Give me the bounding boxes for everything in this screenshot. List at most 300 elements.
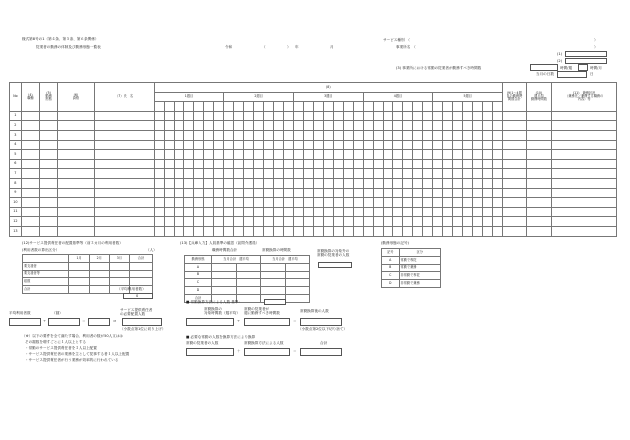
- table-cell[interactable]: [393, 111, 403, 121]
- table-cell[interactable]: [503, 198, 527, 208]
- table-cell[interactable]: [403, 226, 413, 236]
- table-cell[interactable]: [403, 178, 413, 188]
- table-cell[interactable]: [214, 178, 224, 188]
- table-cell[interactable]: [383, 169, 393, 179]
- table-cell[interactable]: [443, 130, 453, 140]
- table-cell[interactable]: [261, 279, 285, 287]
- table-cell[interactable]: [164, 188, 174, 198]
- table-cell[interactable]: [58, 130, 94, 140]
- table-cell[interactable]: [343, 140, 353, 150]
- table-cell[interactable]: [164, 140, 174, 150]
- table-cell[interactable]: [423, 130, 433, 140]
- table-cell[interactable]: [526, 198, 552, 208]
- table-cell[interactable]: [552, 188, 617, 198]
- table-cell[interactable]: [274, 169, 284, 179]
- table-cell[interactable]: [94, 140, 154, 150]
- table-cell[interactable]: [323, 188, 333, 198]
- table-cell[interactable]: [393, 121, 403, 131]
- table-cell[interactable]: [493, 178, 503, 188]
- table-cell[interactable]: [174, 169, 184, 179]
- table-cell[interactable]: [224, 130, 234, 140]
- table-cell[interactable]: [154, 188, 164, 198]
- table-cell[interactable]: [363, 207, 373, 217]
- table-cell[interactable]: [463, 178, 473, 188]
- table-cell[interactable]: [303, 178, 313, 188]
- table-cell[interactable]: [493, 198, 503, 208]
- table-cell[interactable]: [89, 286, 109, 294]
- table-cell[interactable]: [473, 140, 483, 150]
- table-cell[interactable]: [473, 198, 483, 208]
- table-cell[interactable]: [274, 111, 284, 121]
- table-cell[interactable]: [194, 111, 204, 121]
- table-cell[interactable]: [423, 150, 433, 160]
- table-cell[interactable]: [224, 207, 234, 217]
- table-cell[interactable]: [214, 140, 224, 150]
- table-cell[interactable]: [274, 188, 284, 198]
- table-cell[interactable]: [234, 188, 244, 198]
- table-cell[interactable]: [274, 207, 284, 217]
- table-cell[interactable]: [323, 226, 333, 236]
- table-cell[interactable]: [284, 150, 294, 160]
- table-cell[interactable]: [214, 226, 224, 236]
- table-cell[interactable]: [21, 111, 39, 121]
- table-cell[interactable]: [413, 178, 423, 188]
- table-cell[interactable]: [503, 226, 527, 236]
- table-cell[interactable]: [423, 198, 433, 208]
- table-cell[interactable]: [313, 188, 323, 198]
- table-cell[interactable]: [94, 217, 154, 227]
- table-cell[interactable]: [94, 198, 154, 208]
- table-cell[interactable]: [293, 150, 303, 160]
- table-cell[interactable]: [323, 178, 333, 188]
- table-cell[interactable]: [333, 150, 343, 160]
- table-cell[interactable]: [373, 217, 383, 227]
- table-cell[interactable]: [353, 188, 363, 198]
- table-cell[interactable]: [94, 159, 154, 169]
- table-cell[interactable]: [184, 198, 194, 208]
- table-cell[interactable]: [264, 140, 274, 150]
- table-cell[interactable]: [174, 217, 184, 227]
- table-cell[interactable]: [463, 198, 473, 208]
- table-cell[interactable]: [383, 140, 393, 150]
- table-cell[interactable]: [58, 188, 94, 198]
- table-cell[interactable]: [261, 287, 285, 295]
- table-cell[interactable]: [264, 198, 274, 208]
- table-cell[interactable]: [503, 121, 527, 131]
- table-cell[interactable]: [58, 159, 94, 169]
- table-cell[interactable]: [393, 178, 403, 188]
- table-cell[interactable]: [373, 226, 383, 236]
- table-cell[interactable]: [433, 111, 443, 121]
- table-cell[interactable]: [503, 188, 527, 198]
- table-cell[interactable]: [184, 111, 194, 121]
- table-cell[interactable]: [184, 169, 194, 179]
- table-cell[interactable]: [383, 198, 393, 208]
- table-cell[interactable]: [483, 169, 493, 179]
- table-cell[interactable]: [343, 130, 353, 140]
- table-cell[interactable]: [333, 226, 343, 236]
- table-cell[interactable]: [443, 217, 453, 227]
- table-cell[interactable]: [244, 159, 254, 169]
- table-cell[interactable]: [194, 207, 204, 217]
- table-cell[interactable]: [58, 140, 94, 150]
- table-cell[interactable]: [393, 140, 403, 150]
- table-cell[interactable]: [463, 140, 473, 150]
- table-cell[interactable]: [373, 150, 383, 160]
- table-cell[interactable]: [284, 111, 294, 121]
- table-cell[interactable]: [313, 140, 323, 150]
- table-cell[interactable]: [274, 140, 284, 150]
- table-cell[interactable]: [164, 217, 174, 227]
- table-cell[interactable]: [94, 226, 154, 236]
- table-cell[interactable]: [313, 217, 323, 227]
- table-cell[interactable]: [413, 140, 423, 150]
- table-cell[interactable]: [184, 150, 194, 160]
- table-cell[interactable]: [413, 150, 423, 160]
- table-cell[interactable]: [204, 207, 214, 217]
- table-cell[interactable]: [433, 130, 443, 140]
- table-cell[interactable]: [483, 178, 493, 188]
- table-cell[interactable]: [264, 178, 274, 188]
- table-cell[interactable]: [443, 150, 453, 160]
- table-cell[interactable]: [254, 226, 264, 236]
- table-cell[interactable]: [433, 198, 443, 208]
- table-cell[interactable]: [303, 121, 313, 131]
- table-cell[interactable]: [323, 207, 333, 217]
- table-cell[interactable]: [164, 130, 174, 140]
- table-cell[interactable]: [264, 207, 274, 217]
- table-cell[interactable]: [285, 271, 310, 279]
- table-cell[interactable]: [293, 111, 303, 121]
- table-cell[interactable]: [493, 111, 503, 121]
- table-cell[interactable]: [503, 169, 527, 179]
- table-cell[interactable]: [204, 169, 214, 179]
- table-cell[interactable]: [224, 178, 234, 188]
- table-cell[interactable]: [333, 207, 343, 217]
- table-cell[interactable]: [154, 121, 164, 131]
- table-cell[interactable]: [433, 150, 443, 160]
- table-cell[interactable]: [174, 121, 184, 131]
- table-cell[interactable]: [373, 198, 383, 208]
- table-cell[interactable]: [234, 178, 244, 188]
- table-cell[interactable]: [473, 150, 483, 160]
- table-cell[interactable]: [21, 169, 39, 179]
- table-cell[interactable]: [343, 150, 353, 160]
- table-cell[interactable]: [526, 226, 552, 236]
- table-cell[interactable]: [373, 130, 383, 140]
- table-cell[interactable]: [493, 130, 503, 140]
- table-cell[interactable]: [463, 121, 473, 131]
- table-cell[interactable]: [244, 150, 254, 160]
- table-cell[interactable]: [453, 226, 463, 236]
- table-cell[interactable]: [293, 188, 303, 198]
- method-standard-field[interactable]: [264, 299, 286, 305]
- table-cell[interactable]: [303, 159, 313, 169]
- table-cell[interactable]: [373, 178, 383, 188]
- formula-box-1[interactable]: [9, 318, 41, 326]
- table-cell[interactable]: [526, 217, 552, 227]
- table-cell[interactable]: [39, 111, 57, 121]
- table-cell[interactable]: [234, 121, 244, 131]
- table-cell[interactable]: [393, 226, 403, 236]
- table-cell[interactable]: [343, 111, 353, 121]
- table-cell[interactable]: [214, 198, 224, 208]
- table-cell[interactable]: [184, 121, 194, 131]
- table-cell[interactable]: [313, 121, 323, 131]
- table-cell[interactable]: [244, 226, 254, 236]
- table-cell[interactable]: [244, 121, 254, 131]
- table-cell[interactable]: [39, 217, 57, 227]
- table-cell[interactable]: [303, 130, 313, 140]
- table-cell[interactable]: [234, 130, 244, 140]
- table-cell[interactable]: [403, 207, 413, 217]
- table-cell[interactable]: [333, 178, 343, 188]
- table-cell[interactable]: [254, 130, 264, 140]
- table-cell[interactable]: [234, 226, 244, 236]
- table-cell[interactable]: [264, 130, 274, 140]
- method-box-3[interactable]: [300, 318, 342, 326]
- table-cell[interactable]: [234, 217, 244, 227]
- table-cell[interactable]: [363, 121, 373, 131]
- table-cell[interactable]: [94, 130, 154, 140]
- table-cell[interactable]: [423, 217, 433, 227]
- table-cell[interactable]: [224, 198, 234, 208]
- table-cell[interactable]: [254, 111, 264, 121]
- table-cell[interactable]: [463, 188, 473, 198]
- table-cell[interactable]: [109, 262, 129, 270]
- table-cell[interactable]: [39, 207, 57, 217]
- table-cell[interactable]: [194, 198, 204, 208]
- table-cell[interactable]: [383, 226, 393, 236]
- table-cell[interactable]: [224, 226, 234, 236]
- table-cell[interactable]: [423, 111, 433, 121]
- table-cell[interactable]: [526, 150, 552, 160]
- table-cell[interactable]: [526, 169, 552, 179]
- table-cell[interactable]: [94, 188, 154, 198]
- table-cell[interactable]: [274, 130, 284, 140]
- table-cell[interactable]: [443, 188, 453, 198]
- table-cell[interactable]: [393, 188, 403, 198]
- table-cell[interactable]: [109, 278, 129, 286]
- table-cell[interactable]: [212, 287, 236, 295]
- table-cell[interactable]: [39, 188, 57, 198]
- table-cell[interactable]: [453, 169, 463, 179]
- table-cell[interactable]: [154, 198, 164, 208]
- table-cell[interactable]: [244, 130, 254, 140]
- table-cell[interactable]: [383, 121, 393, 131]
- table-cell[interactable]: [284, 159, 294, 169]
- table-cell[interactable]: [473, 178, 483, 188]
- table-cell[interactable]: [274, 150, 284, 160]
- table-cell[interactable]: [373, 140, 383, 150]
- table-cell[interactable]: [403, 121, 413, 131]
- table-cell[interactable]: [353, 111, 363, 121]
- sec13-col-c-field[interactable]: [318, 262, 352, 268]
- table-cell[interactable]: [483, 111, 493, 121]
- table-cell[interactable]: [423, 226, 433, 236]
- table-cell[interactable]: [214, 169, 224, 179]
- table-cell[interactable]: [483, 130, 493, 140]
- table-cell[interactable]: [39, 121, 57, 131]
- table-cell[interactable]: [503, 140, 527, 150]
- table-cell[interactable]: [333, 159, 343, 169]
- table-cell[interactable]: [254, 121, 264, 131]
- table-cell[interactable]: [503, 111, 527, 121]
- table-cell[interactable]: [214, 207, 224, 217]
- table-cell[interactable]: [323, 111, 333, 121]
- table-cell[interactable]: [373, 121, 383, 131]
- table-cell[interactable]: [483, 226, 493, 236]
- table-cell[interactable]: [323, 217, 333, 227]
- table-cell[interactable]: [313, 111, 323, 121]
- table-cell[interactable]: [303, 217, 313, 227]
- table-cell[interactable]: [552, 226, 617, 236]
- table-cell[interactable]: [463, 111, 473, 121]
- table-cell[interactable]: [236, 287, 260, 295]
- table-cell[interactable]: [284, 121, 294, 131]
- table-cell[interactable]: [353, 226, 363, 236]
- table-cell[interactable]: [493, 207, 503, 217]
- table-cell[interactable]: [443, 169, 453, 179]
- table-cell[interactable]: [39, 226, 57, 236]
- table-cell[interactable]: [363, 111, 373, 121]
- table-cell[interactable]: [174, 130, 184, 140]
- table-cell[interactable]: [154, 169, 164, 179]
- table-cell[interactable]: [174, 207, 184, 217]
- table-cell[interactable]: [443, 111, 453, 121]
- table-cell[interactable]: [174, 159, 184, 169]
- table-cell[interactable]: [164, 198, 174, 208]
- table-cell[interactable]: [236, 271, 260, 279]
- table-cell[interactable]: [21, 188, 39, 198]
- table-cell[interactable]: [89, 270, 109, 278]
- table-cell[interactable]: [413, 188, 423, 198]
- table-cell[interactable]: [483, 207, 493, 217]
- table-cell[interactable]: [413, 207, 423, 217]
- table-cell[interactable]: [473, 121, 483, 131]
- table-cell[interactable]: [204, 121, 214, 131]
- table-cell[interactable]: [154, 111, 164, 121]
- table-cell[interactable]: [264, 226, 274, 236]
- table-cell[interactable]: [463, 226, 473, 236]
- table-cell[interactable]: [453, 121, 463, 131]
- table-cell[interactable]: [214, 111, 224, 121]
- table-cell[interactable]: [303, 169, 313, 179]
- table-cell[interactable]: [403, 188, 413, 198]
- table-cell[interactable]: [129, 278, 152, 286]
- table-cell[interactable]: [526, 121, 552, 131]
- table-cell[interactable]: [526, 207, 552, 217]
- table-cell[interactable]: [433, 217, 443, 227]
- table-cell[interactable]: [403, 130, 413, 140]
- table-cell[interactable]: [526, 159, 552, 169]
- table-cell[interactable]: [373, 159, 383, 169]
- table-cell[interactable]: [204, 111, 214, 121]
- table-cell[interactable]: [493, 226, 503, 236]
- table-cell[interactable]: [403, 217, 413, 227]
- table-cell[interactable]: [343, 188, 353, 198]
- table-cell[interactable]: [204, 198, 214, 208]
- method-box-2[interactable]: [244, 318, 290, 326]
- table-cell[interactable]: [293, 159, 303, 169]
- table-cell[interactable]: [174, 150, 184, 160]
- table-cell[interactable]: [353, 130, 363, 140]
- table-cell[interactable]: [58, 178, 94, 188]
- table-cell[interactable]: [393, 207, 403, 217]
- table-cell[interactable]: [58, 207, 94, 217]
- table-cell[interactable]: [89, 262, 109, 270]
- table-cell[interactable]: [423, 188, 433, 198]
- table-cell[interactable]: [552, 169, 617, 179]
- table-cell[interactable]: [552, 150, 617, 160]
- table-cell[interactable]: [483, 159, 493, 169]
- table-cell[interactable]: [164, 159, 174, 169]
- table-cell[interactable]: [353, 207, 363, 217]
- table-cell[interactable]: [224, 140, 234, 150]
- table-cell[interactable]: [363, 217, 373, 227]
- table-cell[interactable]: [244, 217, 254, 227]
- table-cell[interactable]: [353, 217, 363, 227]
- table-cell[interactable]: [261, 271, 285, 279]
- table-cell[interactable]: [413, 198, 423, 208]
- table-cell[interactable]: [224, 169, 234, 179]
- table-cell[interactable]: [284, 140, 294, 150]
- table-cell[interactable]: [526, 130, 552, 140]
- table-cell[interactable]: [473, 159, 483, 169]
- table-cell[interactable]: [174, 178, 184, 188]
- full-box-3[interactable]: [300, 348, 342, 356]
- table-cell[interactable]: [383, 130, 393, 140]
- table-cell[interactable]: [552, 121, 617, 131]
- table-cell[interactable]: [493, 188, 503, 198]
- table-cell[interactable]: [164, 121, 174, 131]
- table-cell[interactable]: [443, 159, 453, 169]
- table-cell[interactable]: [274, 198, 284, 208]
- table-cell[interactable]: [493, 140, 503, 150]
- table-cell[interactable]: [264, 121, 274, 131]
- table-cell[interactable]: [393, 217, 403, 227]
- table-cell[interactable]: [373, 111, 383, 121]
- table-cell[interactable]: [413, 159, 423, 169]
- table-cell[interactable]: [453, 111, 463, 121]
- table-cell[interactable]: [274, 159, 284, 169]
- table-cell[interactable]: [194, 188, 204, 198]
- table-cell[interactable]: [423, 169, 433, 179]
- table-cell[interactable]: [313, 226, 323, 236]
- table-cell[interactable]: [21, 159, 39, 169]
- table-cell[interactable]: [284, 188, 294, 198]
- table-cell[interactable]: [373, 207, 383, 217]
- table-cell[interactable]: [403, 150, 413, 160]
- table-cell[interactable]: [254, 198, 264, 208]
- table-cell[interactable]: [463, 159, 473, 169]
- table-cell[interactable]: [94, 150, 154, 160]
- table-cell[interactable]: [204, 226, 214, 236]
- table-cell[interactable]: [244, 198, 254, 208]
- table-cell[interactable]: [552, 217, 617, 227]
- table-cell[interactable]: [184, 207, 194, 217]
- table-cell[interactable]: [284, 226, 294, 236]
- table-cell[interactable]: [254, 169, 264, 179]
- table-cell[interactable]: [212, 279, 236, 287]
- table-cell[interactable]: [526, 178, 552, 188]
- table-cell[interactable]: [503, 207, 527, 217]
- table-cell[interactable]: [423, 159, 433, 169]
- table-cell[interactable]: [353, 178, 363, 188]
- table-cell[interactable]: [413, 130, 423, 140]
- table-cell[interactable]: [343, 121, 353, 131]
- table-cell[interactable]: [254, 140, 264, 150]
